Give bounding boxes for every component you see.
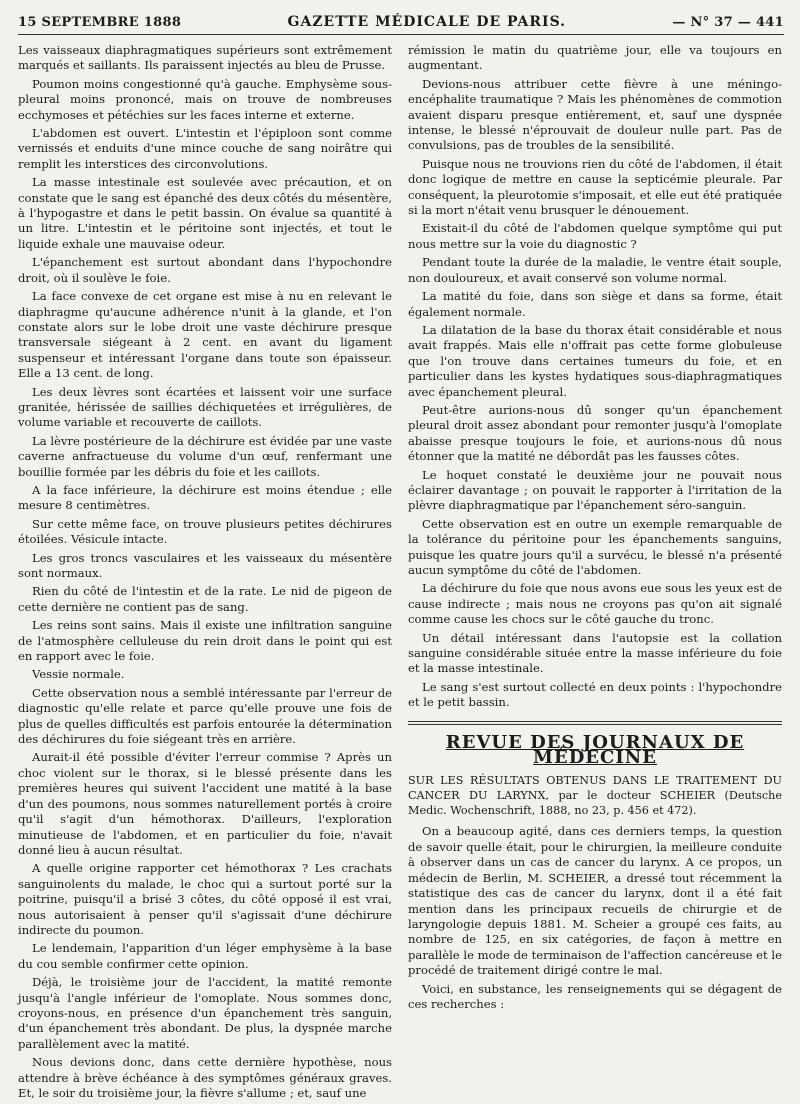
paragraph: Puisque nous ne trouvions rien du côté de l'abdomen, il était donc logique de mettre en cause la septicémie pleurale. Par conséquent, la pleurotomie s'imposait, et elle eut été pratiquée si la mort n'était venu brusquer le dénouement. [408, 156, 782, 218]
paragraph: La masse intestinale est soulevée avec précaution, et on constate que le sang est épanché des deux côtés du mésentère, à l'hypogastre et dans le petit bassin. On évalue sa quantité à un litre. L'intestin et le péritoine sont injectés, et tout le liquide exhale une mauvaise odeur. [18, 175, 392, 251]
paragraph: La lèvre postérieure de la déchirure est évidée par une vaste caverne anfractueuse du volume d'un œuf, renfermant une bouillie formée par les débris du foie et les caillots. [18, 433, 392, 479]
paragraph: Vessie normale. [32, 667, 125, 682]
paragraph: Peut-être aurions-nous dû songer qu'un épanchement pleural droit assez abondant pour remonter jusqu'à l'omoplate abaisse presque toujours le foie, et aurions-nous dû nous étonner que la matité ne débordât pas les fausses côtes. [408, 402, 782, 464]
paragraph: Les reins sont sains. Mais il existe une infiltration sanguine de l'atmosphère celluleuse du rein droit dans le point qui est en rapport avec le foie. [18, 618, 392, 664]
paragraph: Cette observation nous a semblé intéressante par l'erreur de diagnostic qu'elle relate et parce qu'elle prouve une fois de plus de quelles difficultés est parfois entourée la détermination des déchirures du foie siégeant très en arrière. [18, 685, 392, 747]
paragraph: Sur cette même face, on trouve plusieurs petites déchirures étoilées. Vésicule intacte. [18, 516, 392, 547]
paragraph: Nous devions donc, dans cette dernière hypothèse, nous attendre à brève échéance à des symptômes généraux graves. Et, le soir du troisième jour, la fièvre s'allume ; et, sauf une [18, 1055, 392, 1100]
paragraph: Devions-nous attribuer cette fièvre à une méningo-encéphalite traumatique ? Mais les phénomènes de commotion avaient disparu presque entièrement, et, sauf une dyspnée intense, le blessé n'éprouvait de douleur nulle part. Pas de convulsions, pas de troubles de la sensibilité. [408, 76, 782, 153]
paragraph: L'épanchement est surtout abondant dans l'hypochondre droit, où il soulève le foie. [18, 255, 392, 285]
paragraph: Les vaisseaux diaphragmatiques supérieurs sont extrêmement marqués et saillants. Ils paraissent injectés au bleu de Prusse. [18, 43, 392, 73]
paragraph: A quelle origine rapporter cet hémothorax ? Les crachats sanguinolents du malade, le choc qui a surtout porté sur la poitrine, puisqu'il a brisé 3 côtes, du côté opposé il est vrai, nous autorisaient à penser qu'il s'agissait d'une déchirure indirecte du poumon. [18, 861, 392, 937]
paragraph: Le lendemain, l'apparition d'un léger emphysème à la base du cou semble confirmer cette opinion. [18, 941, 392, 971]
paragraph: Les deux lèvres sont écartées et laissent voir une surface granitée, hérissée de saillies déchiquetées et irrégulières, de volume variable et recouverte de caillots. [18, 384, 392, 430]
paragraph: On a beaucoup agité, dans ces derniers temps, la question de savoir quelle était, pour le chirurgien, la meilleure conduite à observer dans un cas de cancer du larynx. A ce propos, un médecin de Berlin, M. SCHEIER, a dressé tout récemment la statistique des cas de cancer du larynx, dont il a été fait mention dans les principaux recueils de chirurgie et de laryngologie depuis 1881. M. Scheier a groupé ces faits, au nombre de 125, en six catégories, de façon à mettre en parallèle le mode de terminaison de l'affection cancéreuse et le procédé de traitement dirigé contre le mal. [408, 824, 782, 978]
paragraph: rémission le matin du quatrième jour, elle va toujours en augmentant. [408, 43, 782, 73]
paragraph: Le hoquet constaté le deuxième jour ne pouvait nous éclairer davantage ; on pouvait le rapporter à l'irritation de la plèvre diaphragmatique par l'épanchement séro-sanguin. [408, 467, 782, 513]
paragraph: Le sang s'est surtout collecté en deux points : l'hypochondre et le petit bassin. [408, 679, 782, 710]
paragraph: Déjà, le troisième jour de l'accident, la matité remonte jusqu'à l'angle inférieur de l'omoplate. Nous sommes donc, croyons-nous, en présence d'un épanchement très sanguin, d'un épanchement très abondant. De plus, la dyspnée marche parallèlement avec la matité. [18, 975, 392, 1051]
paragraph: L'abdomen est ouvert. L'intestin et l'épiploon sont comme vernissés et enduits d'une mince couche de sang noirâtre qui remplit les interstices des circonvolutions. [18, 126, 392, 171]
paragraph: Existait-il du côté de l'abdomen quelque symptôme qui put nous mettre sur la voie du diagnostic ? [408, 221, 782, 251]
article-body [408, 824, 782, 1012]
paragraph: Poumon moins congestionné qu'à gauche. Emphysème sous-pleural moins prononcé, mais on trouve de nombreuses ecchymoses et pétéchies sur les faces interne et externe. [18, 76, 392, 122]
paragraph: Rien du côté de l'intestin et de la rate. Le nid de pigeon de cette dernière ne contient pas de sang. [18, 584, 392, 614]
paragraph: La face convexe de cet organe est mise à nu en relevant le diaphragme qu'aucune adhérence n'unit à la glande, et l'on constate alors sur le lobe droit une vaste déchirure presque transversale siégeant à 2 cent. en avant du ligament suspenseur et intéressant l'organe dans toute son épaisseur. Elle a 13 cent. de long. [18, 289, 392, 381]
article-heading: SUR LES RÉSULTATS OBTENUS DANS LE TRAITEMENT DU CANCER DU LARYNX, par le docteur SCHEIER (Deutsche Medic. Wochenschrift, 1888, no 23, p. 456 et 472). [408, 774, 782, 818]
paragraph: Un détail intéressant dans l'autopsie est la collation sanguine considérable située entre la masse inférieure du foie et la masse intestinale. [408, 630, 782, 676]
text-columns [18, 43, 784, 1104]
left-column [18, 43, 392, 1104]
paragraph: La matité du foie, dans son siège et dans sa forme, était également normale. [408, 289, 782, 319]
paragraph: Voici, en substance, les renseignements qui se dégagent de ces recherches : [408, 981, 782, 1011]
right-column [408, 43, 782, 1104]
paragraph: A la face inférieure, la déchirure est moins étendue ; elle mesure 8 centimètres. [18, 482, 392, 513]
paragraph: Pendant toute la durée de la maladie, le ventre était souple, non douloureux, et avait conservé son volume normal. [408, 255, 782, 285]
paragraph: La déchirure du foie que nous avons eue sous les yeux est de cause indirecte ; mais nous ne croyons pas qu'on ait signalé comme cause les chocs sur le côté gauche du tronc. [408, 581, 782, 627]
section-divider [408, 721, 782, 725]
issue-date: 15 SEPTEMBRE 1888 [18, 15, 182, 30]
page-header [18, 14, 784, 35]
journal-title: GAZETTE MÉDICALE DE PARIS. [287, 14, 567, 30]
paragraph: Les gros troncs vasculaires et les vaisseaux du mésentère sont normaux. [18, 550, 392, 580]
right-column-text [408, 43, 782, 711]
paragraph: Aurait-il été possible d'éviter l'erreur commise ? Après un choc violent sur le thorax, si le blessé présente dans les premières heures qui suivent l'accident une matité à la base d'un des poumons, nous sommes naturellement portés à croire qu'il s'agit d'un hémothorax. D'ailleurs, l'exploration minutieuse de l'abdomen, et en particulier du foie, n'avait donné lieu à aucun résultat. [18, 750, 392, 857]
paragraph: Cette observation est en outre un exemple remarquable de la tolérance du péritoine pour les épanchements sanguins, puisque les quatre jours qu'il a survécu, le blessé n'a présenté aucun symptôme du côté de l'abdomen. [408, 516, 782, 577]
paragraph: La dilatation de la base du thorax était considérable et nous avait frappés. Mais elle n'offrait pas cette forme globuleuse que l'on trouve dans certaines tumeurs du foie, et en particulier dans les kystes hydatiques sous-diaphragmatiques avec épanchement pleural. [408, 322, 782, 399]
section-title: REVUE DES JOURNAUX DE MÉDECINE [445, 731, 745, 769]
page-number: — N° 37 — 441 [672, 15, 784, 30]
